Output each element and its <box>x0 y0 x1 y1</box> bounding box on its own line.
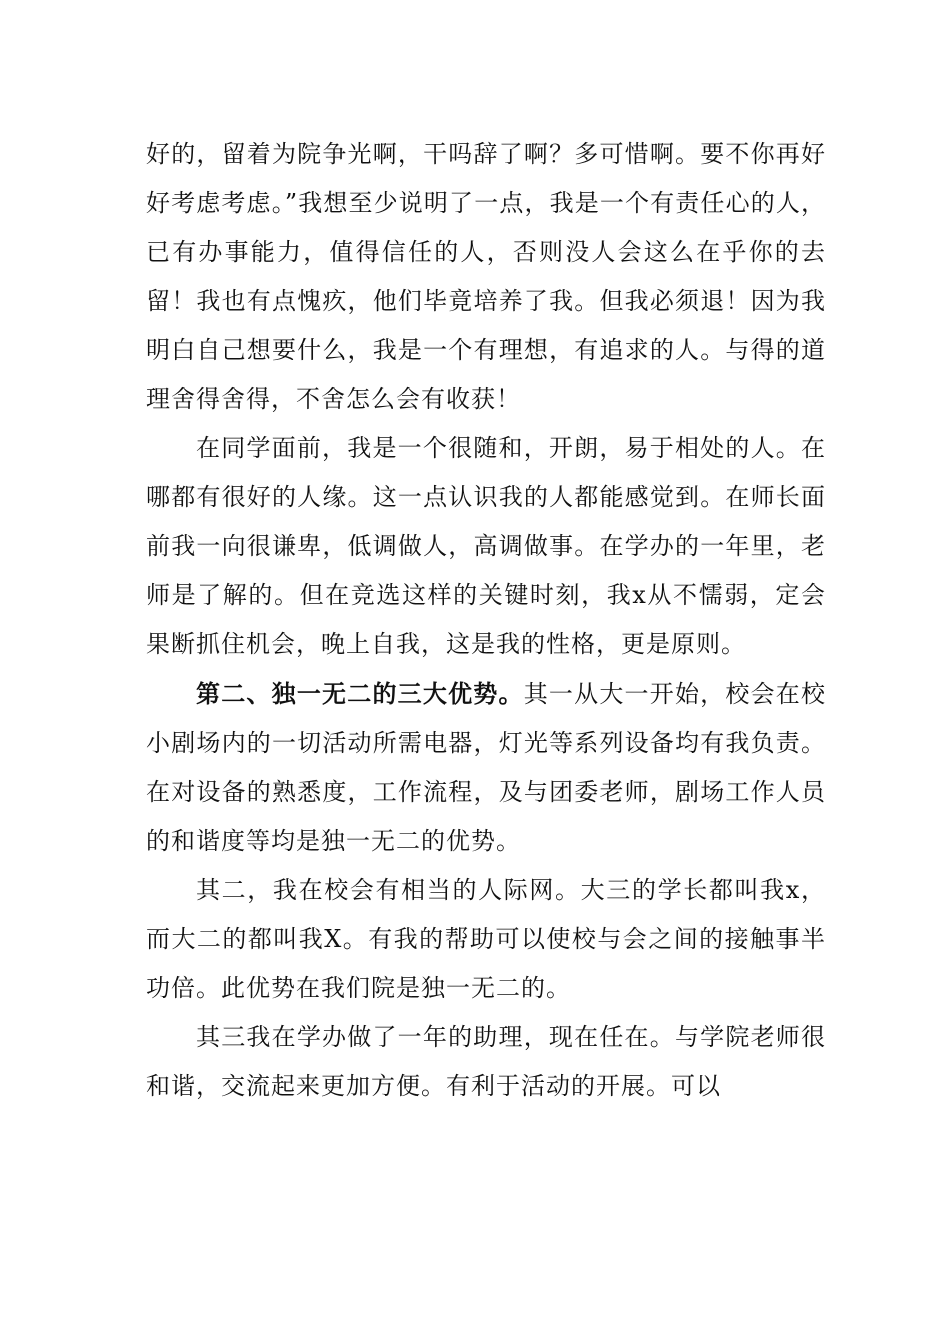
paragraph-5 <box>146 1013 826 1111</box>
section-heading: 第二、独一无二的三大优势。 <box>196 679 524 708</box>
paragraph-2-text: 在同学面前，我是一个很随和，开朗，易于相处的人。在哪都有很好的人缘。这一点认识我的人都能感觉到。在师长面前我一向很谦卑，低调做人，高调做事。在学办的一年里，老师是了解的。但在竞选这样的关键时刻，我x从不懦弱，定会果断抓住机会，晚上自我，这是我的性格，更是原则。 <box>146 434 826 658</box>
paragraph-4-text: 其二，我在校会有相当的人际网。大三的学长都叫我x，而大二的都叫我X。有我的帮助可以使校与会之间的接触事半功倍。此优势在我们院是独一无二的。 <box>146 876 826 1002</box>
paragraph-3 <box>146 669 826 866</box>
paragraph-2 <box>146 424 826 669</box>
paragraph-5-text: 其三我在学办做了一年的助理，现在任在。与学院老师很和谐，交流起来更加方便。有利于活动的开展。可以 <box>146 1023 826 1100</box>
paragraph-4 <box>146 866 826 1013</box>
document-body <box>146 130 826 1111</box>
paragraph-1 <box>146 130 826 424</box>
paragraph-1-text: 好的，留着为院争光啊，干吗辞了啊？多可惜啊。要不你再好好考虑考虑。”我想至少说明了一点，我是一个有责任心的人，已有办事能力，值得信任的人，否则没人会这么在乎你的去留！我也有点愧疚，他们毕竟培养了我。但我必须退！因为我明白自己想要什么，我是一个有理想，有追求的人。与得的道理舍得舍得，不舍怎么会有收获！ <box>146 140 826 413</box>
paragraph-3-text: 其一从大一开始，校会在校小剧场内的一切活动所需电器，灯光等系列设备均有我负责。在对设备的熟悉度，工作流程，及与团委老师，剧场工作人员的和谐度等均是独一无二的优势。 <box>146 680 827 855</box>
